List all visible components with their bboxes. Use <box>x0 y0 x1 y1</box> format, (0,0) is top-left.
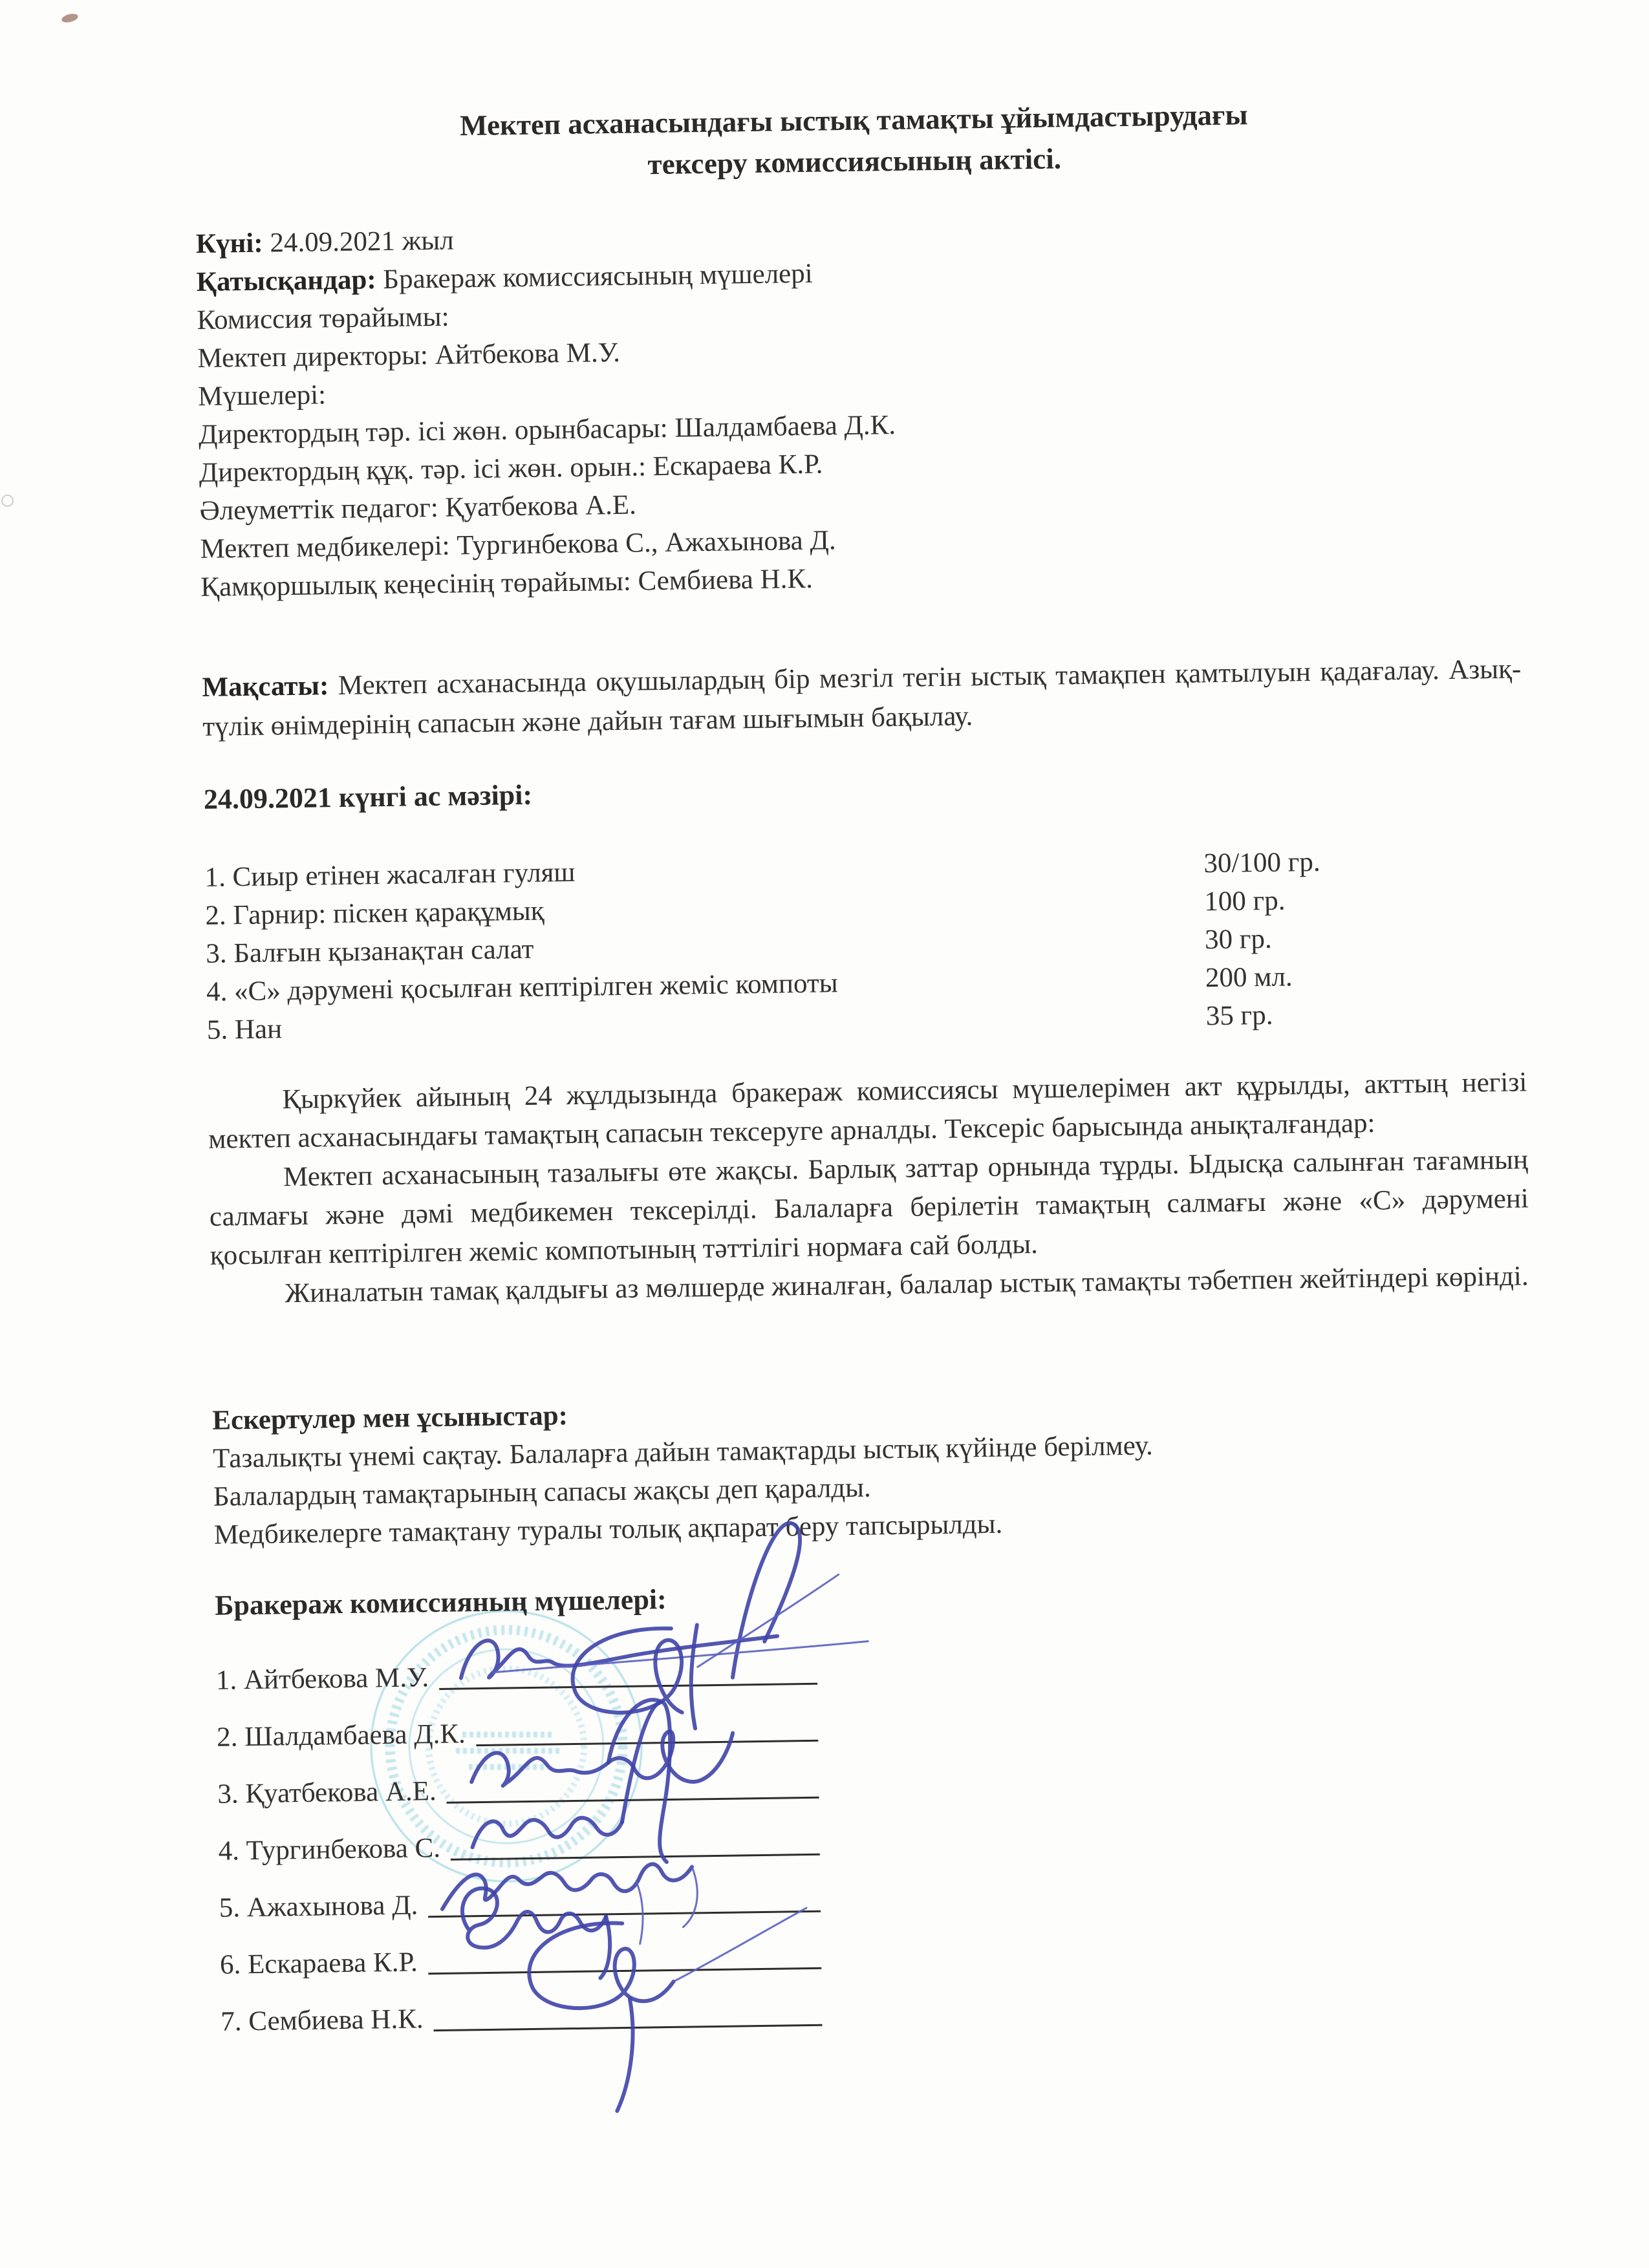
menu-item-qty: 35 гр. <box>1205 1000 1273 1032</box>
notes-line: Медбикелерге тамақтану туралы толық ақпарат беру тапсырылды. <box>213 1508 1003 1550</box>
signatory-name: 2. Шалдамбаева Д.К. <box>216 1718 466 1753</box>
notes-block <box>212 1383 1533 1554</box>
signatory-name: 6. Ескараева К.Р. <box>219 1947 418 1980</box>
signature-row <box>216 1691 818 1757</box>
purpose-label: Мақсаты: <box>202 670 329 703</box>
purpose-text: Мектеп асханасында оқушылардың бір мезгіл тегін ыстық тамақпен қамтылуын қадағалау. Азық-түлік өнімдерінің сапасын және дайын тағам шығымын бақылау. <box>202 654 1522 742</box>
signatory-name: 4. Тургинбекова С. <box>218 1832 441 1867</box>
signature-row <box>218 1805 820 1870</box>
menu-item-name: 5. Нан <box>206 1014 283 1045</box>
signature-line <box>428 1910 821 1918</box>
member-line: Директордың құқ. тәр. ісі жөн. орын.: Ескараева К.Р. <box>199 449 823 488</box>
document-title-line-1: Мектеп асханасындағы ыстық тамақты ұйымдастырудағы <box>459 98 1248 142</box>
member-line: Мектеп медбикелері: Тургинбекова С., Ажахынова Д. <box>200 525 836 564</box>
menu-item-qty: 30/100 гр. <box>1203 846 1320 879</box>
signature-line <box>434 2024 823 2031</box>
menu-item-qty: 30 гр. <box>1204 923 1273 956</box>
body-paragraph: Жиналатын тамақ қалдығы аз мөлшерде жиналған, балалар ыстық тамақты тәбетпен жейтіндері көрінді. <box>285 1261 1529 1309</box>
signature-line <box>428 1967 821 1974</box>
signatures-heading: Бракераж комиссияның мүшелері: <box>214 1583 667 1621</box>
menu-item-qty: 200 мл. <box>1205 961 1293 994</box>
document-content <box>194 91 1540 2041</box>
signature-row <box>215 1634 817 1700</box>
findings-block <box>208 1063 1530 1314</box>
menu-heading: 24.09.2021 күнгі ас мәзірі: <box>203 778 533 815</box>
member-line: Қамқоршылық кеңесінің төрайымы: Сембиева Н.К. <box>200 563 814 603</box>
menu-item-qty: 100 гр. <box>1203 885 1286 917</box>
body-paragraph: Қыркүйек айының 24 жұлдызында бракераж комиссиясы мүшелерімен акт құрылды, акттың негізі мектеп асханасындағы тамақтың сапасын тексеруге арналды. Тексеріс барысында анықталғандар: <box>208 1067 1527 1155</box>
commission-info-block <box>196 206 1520 606</box>
member-line: Директордың тәр. ісі жөн. орынбасары: Шалдамбаева Д.К. <box>198 409 896 450</box>
body-paragraph: Мектеп асханасының тазалығы өте жақсы. Барлық заттар орнында тұрды. Ыдысқа салынған тағамның салмағы және дәмі медбикемен тексерілді. Балаларға берілетін тамақтың салмағы және «С» дәрумені қосылған кептірілген жеміс компотының тәттілігі нормаға сай болды. <box>209 1144 1529 1271</box>
notes-line: Балалардың тамақтарының сапасы жақсы деп қаралды. <box>213 1472 872 1512</box>
member-line: Әлеуметтік педагог: Қуатбекова А.Е. <box>199 489 637 526</box>
signature-row <box>219 1919 821 1984</box>
signature-line <box>439 1683 817 1690</box>
director-line: Мектеп директоры: Айтбекова М.У. <box>197 337 621 374</box>
scan-speck <box>1 495 14 507</box>
menu-list <box>204 840 1526 1049</box>
signature-line <box>476 1740 818 1746</box>
document-title-line-2: тексеру комиссиясының актісі. <box>647 142 1062 181</box>
signature-line <box>447 1797 819 1804</box>
participants-label: Қатысқандар: <box>196 264 376 297</box>
signatory-name: 7. Сембиева Н.К. <box>220 2004 424 2037</box>
signatory-name: 5. Ажахынова Д. <box>219 1890 418 1923</box>
signature-row <box>217 1748 819 1813</box>
menu-item-name: 1. Сиыр етінен жасалған гуляш <box>204 857 576 893</box>
signature-line <box>451 1854 820 1861</box>
signatory-name: 3. Қуатбекова А.Е. <box>217 1776 437 1810</box>
chair-heading-line: Комиссия төрайымы: <box>197 301 449 336</box>
scan-speck <box>61 12 79 24</box>
purpose-paragraph <box>202 649 1522 746</box>
document-title <box>194 91 1514 191</box>
signature-row <box>219 1862 821 1927</box>
participants-value: Бракераж комиссиясының мүшелері <box>376 258 813 295</box>
menu-item-name: 3. Балғын қызанақтан салат <box>205 934 534 969</box>
date-label: Күні: <box>195 228 263 259</box>
date-value: 24.09.2021 жыл <box>263 225 455 259</box>
notes-heading: Ескертулер мен ұсыныстар: <box>212 1400 568 1436</box>
signatures-list <box>215 1624 1540 2040</box>
signatory-name: 1. Айтбекова М.У. <box>215 1662 429 1696</box>
notes-line: Тазалықты үнемі сақтау. Балаларға дайын тамақтарды ыстық күйінде берілмеу. <box>212 1430 1153 1474</box>
menu-item-name: 2. Гарнир: піскен қарақұмық <box>205 895 544 931</box>
members-heading-line: Мүшелері: <box>197 380 327 412</box>
signature-row <box>221 1976 823 2041</box>
menu-item-name: 4. «С» дәрумені қосылған кептірілген жеміс компоты <box>206 968 838 1007</box>
